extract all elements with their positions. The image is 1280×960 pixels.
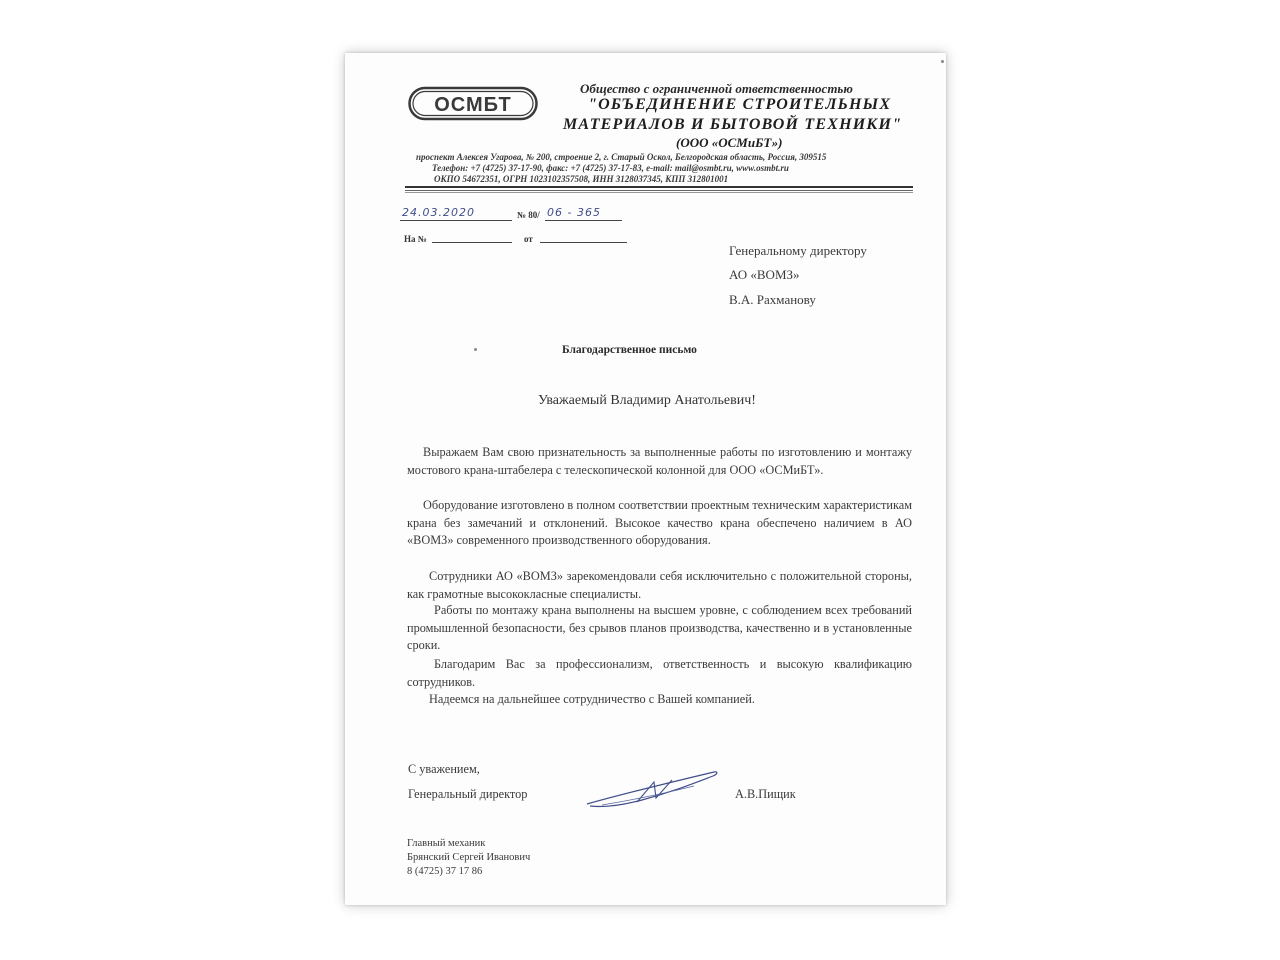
- letter-title: Благодарственное письмо: [562, 344, 697, 356]
- body-paragraph: Выражаем Вам свою признательность за выполненные работы по изготовлению и монтажу мостового крана-штабелера с телескопической колонной для ООО «ОСМиБТ».: [407, 445, 912, 477]
- handwritten-signature: [582, 764, 722, 814]
- body-paragraph: Благодарим Вас за профессионализм, ответственность и высокую квалификацию сотрудников.: [407, 657, 912, 689]
- body-paragraph: Сотрудники АО «ВОМЗ» зарекомендовали себя исключительно с положительной стороны, как грамотные высококласные специалисты.: [407, 569, 912, 601]
- body-paragraph: Работы по монтажу крана выполнены на высшем уровне, с соблюдением всех требований промышленной безопасности, без срывов планов производства, качественно и в установленные сроки.: [407, 603, 912, 652]
- contact-phone: 8 (4725) 37 17 86: [407, 866, 483, 877]
- scan-speck: [941, 60, 944, 63]
- phone-line: Телефон: +7 (4725) 37-17-90, факс: +7 (4725) 37-17-83, e-mail: mail@osmbt.ru, www.osmbt.ru: [432, 163, 789, 173]
- contact-name: Брянский Сергей Иванович: [407, 852, 531, 863]
- reply-label: На №: [404, 234, 427, 244]
- letterhead-rule: [405, 192, 913, 193]
- addressee-name: В.А. Рахманову: [729, 292, 816, 307]
- letter-number: 06 - 365: [547, 206, 601, 219]
- scan-speck: [474, 348, 477, 351]
- greeting: Уважаемый Владимир Анатольевич!: [538, 393, 756, 408]
- addressee-position: Генеральному директору: [729, 243, 867, 258]
- codes-line: ОКПО 54672351, ОГРН 1023102357508, ИНН 3128037345, КПП 312801001: [434, 174, 729, 184]
- closing: С уважением,: [408, 762, 480, 776]
- svg-text:ОСМБТ: ОСМБТ: [434, 94, 512, 116]
- reply-underline: [432, 242, 512, 243]
- from-underline: [540, 242, 627, 243]
- number-label: № 80/: [517, 210, 540, 220]
- letterhead-rule: [405, 186, 913, 188]
- letter-date: 24.03.2020: [402, 206, 475, 219]
- address-line: проспект Алексея Угарова, № 200, строение 2, г. Старый Оскол, Белгородская область, Россия, 309515: [416, 152, 827, 162]
- body-paragraph: Оборудование изготовлено в полном соответствии проектным техническим характеристикам крана без замечаний и отклонений. Высокое качество крана обеспечено наличием в АО «ВОМЗ» современного производственного оборудования.: [407, 498, 912, 547]
- letterhead-rule: [405, 190, 913, 191]
- contact-position: Главный механик: [407, 838, 486, 849]
- number-underline: [545, 220, 622, 221]
- signer-position: Генеральный директор: [408, 787, 528, 801]
- from-label: от: [524, 234, 533, 244]
- org-name-line1: "ОБЪЕДИНЕНИЕ СТРОИТЕЛЬНЫХ: [588, 96, 892, 113]
- addressee-company: АО «ВОМЗ»: [729, 267, 800, 282]
- org-short-name: (ООО «ОСМиБТ»): [676, 135, 783, 150]
- org-type: Общество с ограниченной ответственностью: [580, 81, 853, 96]
- signer-name: А.В.Пищик: [735, 787, 796, 801]
- date-underline: [400, 220, 512, 221]
- org-name-line2: МАТЕРИАЛОВ И БЫТОВОЙ ТЕХНИКИ": [563, 116, 903, 133]
- body-paragraph: Надеемся на дальнейшее сотрудничество с Вашей компанией.: [429, 692, 755, 706]
- company-logo: [408, 86, 538, 122]
